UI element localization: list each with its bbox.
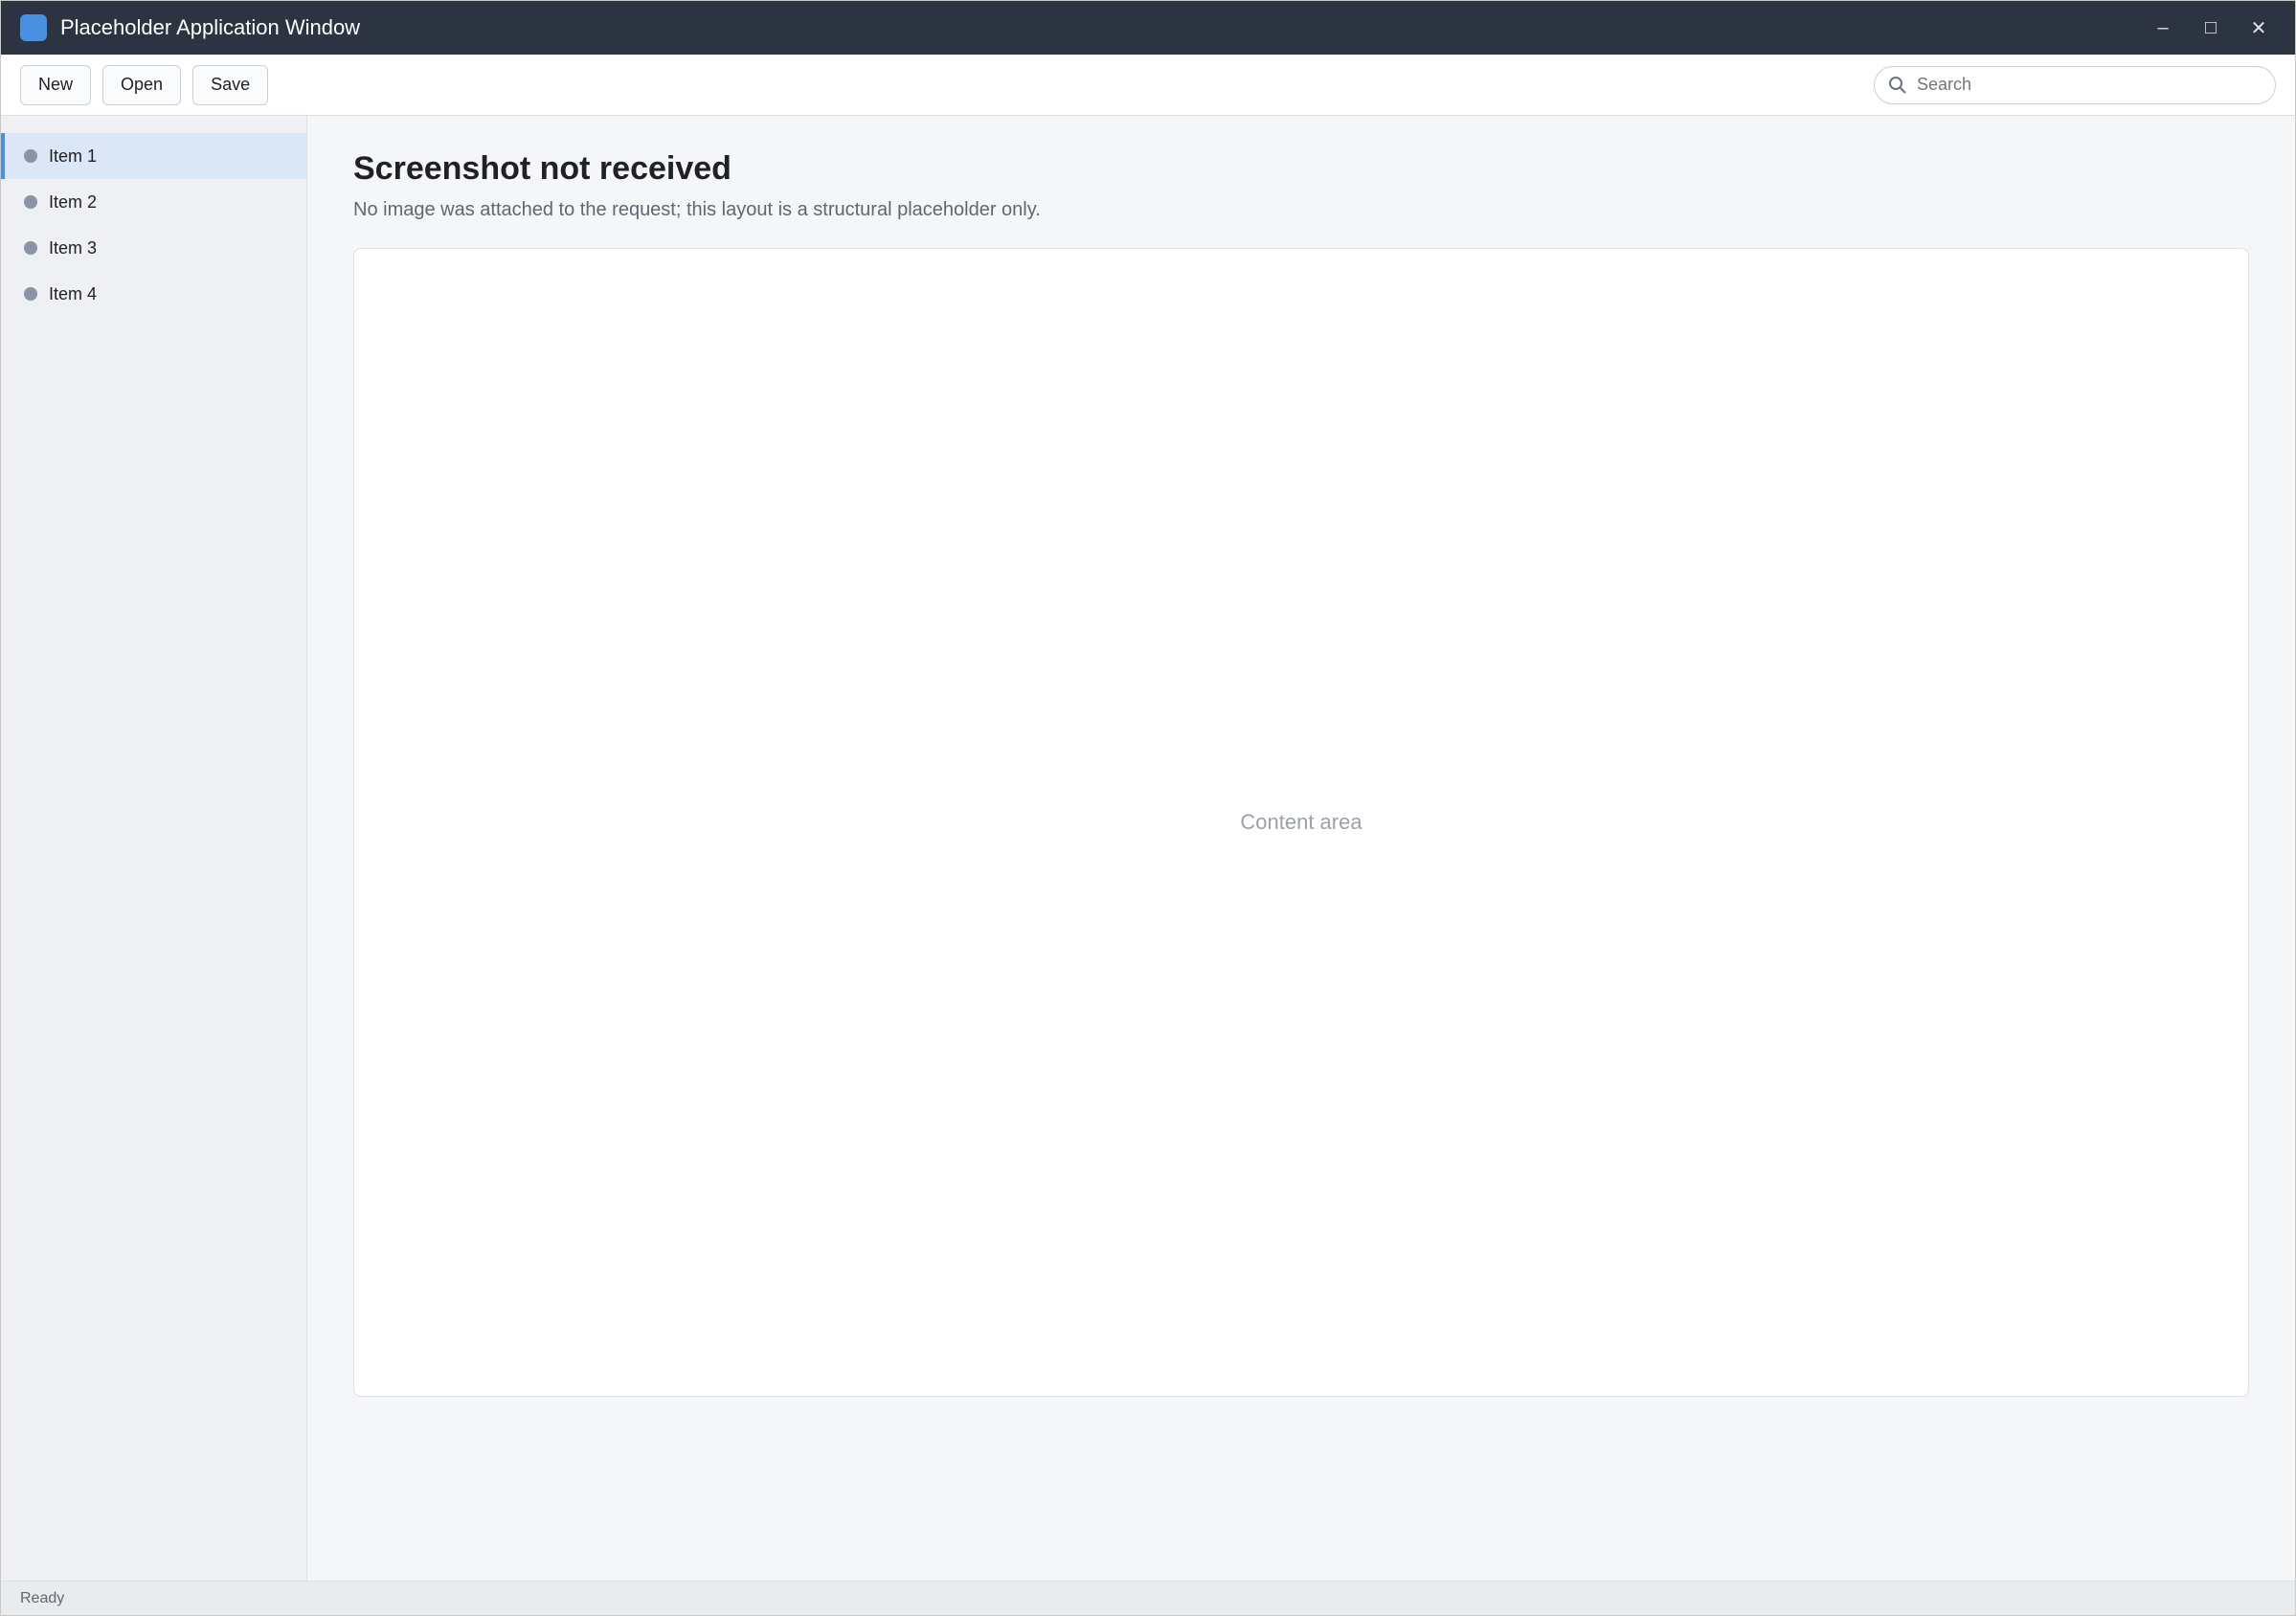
nav-dot-icon	[24, 149, 37, 163]
panel-text: Content area	[1240, 810, 1362, 834]
sidebar-item-label: Item 2	[49, 191, 98, 212]
new-button-label: New	[38, 75, 74, 94]
window-body	[1, 116, 2295, 1581]
search-input[interactable]	[1915, 74, 2262, 96]
sidebar-item-label: Item 4	[49, 283, 98, 303]
window-controls	[2146, 11, 2276, 45]
content-panel	[353, 248, 2249, 1397]
open-button-label: Open	[121, 75, 164, 94]
sidebar-item[interactable]	[1, 225, 306, 271]
nav-dot-icon	[24, 195, 37, 209]
page-title: Screenshot not received	[353, 150, 732, 187]
sidebar-item[interactable]	[1, 133, 306, 179]
new-button[interactable]	[20, 65, 91, 105]
sidebar-item-label: Item 3	[49, 237, 98, 258]
placeholder-note: No image was attached to the request; this layout is a structural placeholder only.	[353, 199, 1041, 220]
nav-dot-icon	[24, 287, 37, 301]
close-button[interactable]: ✕	[2250, 17, 2267, 39]
sidebar-item[interactable]	[1, 271, 306, 317]
status-bar	[1, 1581, 2295, 1615]
main-content	[307, 116, 2295, 1581]
app-icon	[20, 14, 47, 41]
minimize-button[interactable]: –	[2157, 16, 2169, 38]
save-button-label: Save	[211, 75, 251, 94]
maximize-button[interactable]: □	[2204, 16, 2217, 38]
title-bar	[1, 1, 2295, 55]
save-button[interactable]	[192, 65, 268, 105]
sidebar-item-label: Item 1	[49, 146, 98, 166]
sidebar-item[interactable]	[1, 179, 306, 225]
toolbar	[1, 55, 2295, 116]
window-title: Placeholder Application Window	[60, 15, 361, 39]
sidebar	[1, 116, 307, 1581]
search-box	[1874, 66, 2276, 104]
status-text: Ready	[20, 1589, 65, 1606]
search-icon	[1888, 76, 1907, 95]
nav-dot-icon	[24, 241, 37, 255]
open-button[interactable]	[102, 65, 181, 105]
